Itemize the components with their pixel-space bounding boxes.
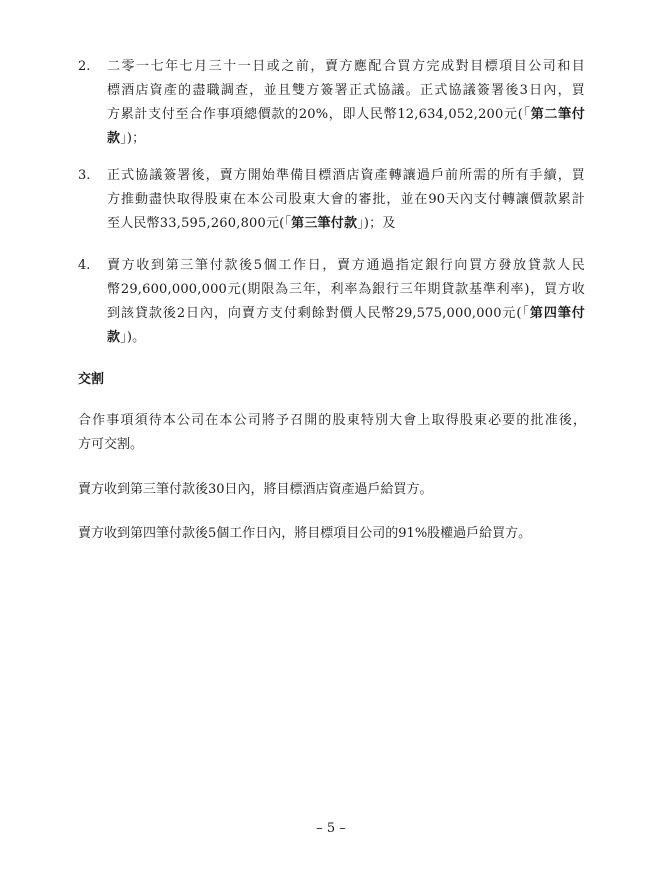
line-text: 到該貸款後2日內，向賣方支付剩餘對價人民幣29,575,000,000元(「 [107,306,530,321]
list-item-line [107,326,585,350]
line-text: 方累計支付至合作事項總價款的20%，即人民幣12,634,052,200元(「 [107,107,531,122]
list-item-line [107,254,585,278]
list-item-line [107,164,585,188]
paragraph-line: 賣方收到第四筆付款後5個工作日內，將目標項目公司的91%股權過戶給買方。 [78,526,532,541]
defined-term: 款 [107,330,121,345]
list-item-line [107,212,585,236]
list-item-line [107,55,585,79]
list-item-line [107,79,585,103]
line-text: 」)； [120,131,146,146]
paragraph-line: 賣方收到第三筆付款後30日內，將目標酒店資產過戶給買方。 [78,482,433,497]
line-text: 至人民幣33,595,260,800元(「 [107,216,292,231]
list-item-line [107,103,585,127]
page-number: – 5 – [316,821,346,836]
line-text: 正式協議簽署後，賣方開始準備目標酒店資產轉讓過戶前所需的所有手續，買 [107,168,585,183]
defined-term: 款 [107,131,121,146]
list-item-number: 4. [78,258,91,273]
paragraph [78,522,586,546]
list-item-line [107,127,585,151]
defined-term: 第二筆付 [530,107,585,122]
line-text: 二零一七年七月三十一日或之前，賣方應配合買方完成對目標項目公司和目 [107,59,585,74]
line-text: 賣方收到第三筆付款後5個工作日，賣方通過指定銀行向買方發放貸款人民 [107,258,585,273]
list-item-line [107,278,585,302]
defined-term: 第三筆付款 [291,216,358,231]
list-item-line [107,302,585,326]
paragraph [78,478,586,502]
line-text: 」)。 [120,330,146,345]
paragraph [78,409,586,457]
section-heading: 交割 [78,372,105,387]
line-text: 方推動盡快取得股東在本公司股東大會的審批，並在90天內支付轉讓價款累計 [107,192,585,207]
defined-term: 第四筆付 [529,306,585,321]
list-item-number: 2. [78,59,91,74]
line-text: 」)；及 [357,216,396,231]
list-item-line [107,188,585,212]
paragraph-line: 方可交割。 [78,437,144,452]
line-text: 幣29,600,000,000元(期限為三年，利率為銀行三年期貸款基準利率)，買方收 [107,282,585,297]
list-item-number: 3. [78,168,91,183]
line-text: 標酒店資產的盡職調查，並且雙方簽署正式協議。正式協議簽署後3日內，買 [107,83,585,98]
paragraph-line: 合作事項須待本公司在本公司將予召開的股東特別大會上取得股東必要的批准後， [78,413,586,428]
